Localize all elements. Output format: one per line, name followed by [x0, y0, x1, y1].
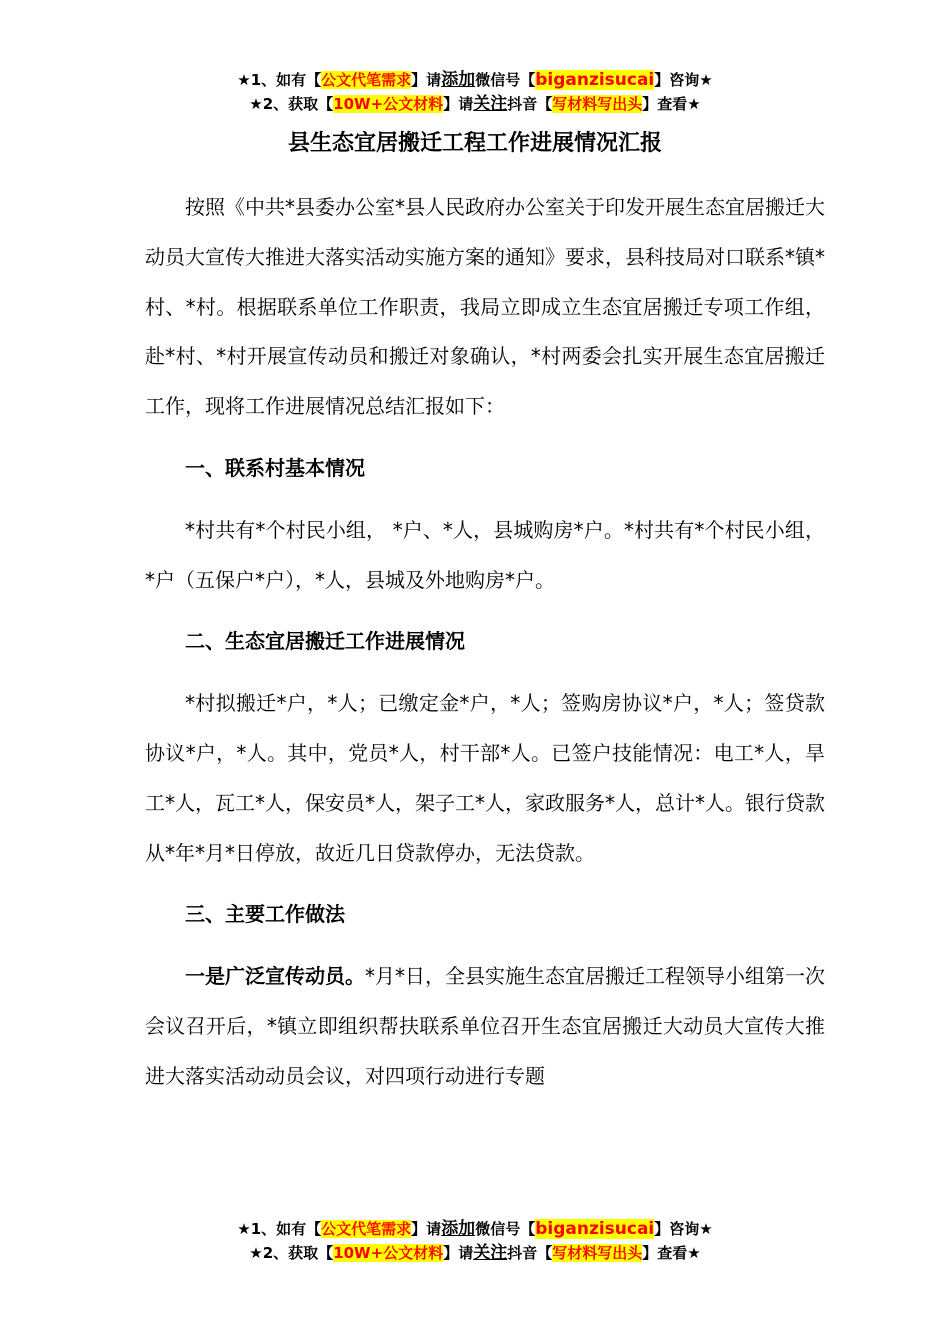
- banner-text: 抖音【: [507, 95, 553, 113]
- banner-text: ★1、如有【: [237, 1220, 322, 1238]
- highlight-douyin-account: 写材料写出头: [552, 95, 643, 113]
- banner-text: 】请: [443, 95, 474, 113]
- bottom-banner: [0, 1217, 950, 1265]
- intro-paragraph: 按照《中共*县委办公室*县人民政府办公室关于印发开展生态宜居搬迁大动员大宣传大推进大落实活动实施方案的通知》要求，县科技局对口联系*镇*村、*村。根据联系单位工作职责，我局立即成立生态宜居搬迁专项工作组，赴*村、*村开展宣传动员和搬迁对象确认，*村两委会扎实开展生态宜居搬迁工作，现将工作进展情况总结汇报如下：: [145, 195, 825, 419]
- banner-text: 】咨询★: [654, 71, 713, 89]
- banner-line-2: [0, 1241, 950, 1265]
- banner-line-1: [0, 68, 950, 92]
- underlined-text: 添加: [441, 70, 476, 90]
- banner-text: 】查看★: [642, 1244, 701, 1262]
- section-1-paragraph: *村共有*个村民小组， *户、*人，县城购房*户。*村共有*个村民小组，*户（五保户*户），*人，县城及外地购房*户。: [145, 517, 825, 592]
- highlight-wechat-id: biganzisucai: [535, 1219, 655, 1239]
- banner-text: 】请: [411, 1220, 442, 1238]
- highlight-wechat-id: biganzisucai: [535, 70, 655, 90]
- highlight-service: 公文代笔需求: [321, 71, 412, 89]
- underlined-text: 添加: [441, 1219, 476, 1239]
- top-banner: [0, 68, 950, 116]
- banner-text: 微信号【: [475, 1220, 536, 1238]
- banner-text: ★1、如有【: [237, 71, 322, 89]
- highlight-materials: 10W+公文材料: [333, 95, 444, 113]
- document-title: 县生态宜居搬迁工程工作进展情况汇报: [287, 131, 662, 156]
- highlight-service: 公文代笔需求: [321, 1220, 412, 1238]
- section-3-paragraph: [145, 952, 825, 1101]
- section-3-text: *月*日，全县实施生态宜居搬迁工程领导小组第一次会议召开后，*镇立即组织帮扶联系单位召开生态宜居搬迁大动员大宣传大推进大落实活动动员会议，对四项行动进行专题: [145, 964, 825, 1088]
- banner-text: 微信号【: [475, 71, 536, 89]
- banner-text: 】查看★: [642, 95, 701, 113]
- banner-line-1: [0, 1217, 950, 1241]
- highlight-materials: 10W+公文材料: [333, 1244, 444, 1262]
- banner-text: 】请: [411, 71, 442, 89]
- banner-line-2: [0, 92, 950, 116]
- section-1-heading: 一、联系村基本情况: [185, 455, 365, 480]
- banner-text: 】请: [443, 1244, 474, 1262]
- section-2-heading: 二、生态宜居搬迁工作进展情况: [185, 629, 465, 654]
- section-2-paragraph: *村拟搬迁*户，*人；已缴定金*户，*人；签购房协议*户，*人；签贷款协议*户，*人。其中，党员*人，村干部*人。已签户技能情况：电工*人，旱工*人，瓦工*人，保安员*人，架子工*人，家政服务*人，总计*人。银行贷款从*年*月*日停放，故近几日贷款停办，无法贷款。: [145, 691, 825, 865]
- banner-text: ★2、获取【: [249, 95, 334, 113]
- document-body: [145, 183, 825, 1102]
- section-3-lead: 一是广泛宣传动员。: [185, 964, 365, 989]
- underlined-text: 关注: [473, 1243, 508, 1263]
- highlight-douyin-account: 写材料写出头: [552, 1244, 643, 1262]
- banner-text: 】咨询★: [654, 1220, 713, 1238]
- section-3-heading: 三、主要工作做法: [185, 902, 345, 927]
- banner-text: 抖音【: [507, 1244, 553, 1262]
- underlined-text: 关注: [473, 94, 508, 114]
- banner-text: ★2、获取【: [249, 1244, 334, 1262]
